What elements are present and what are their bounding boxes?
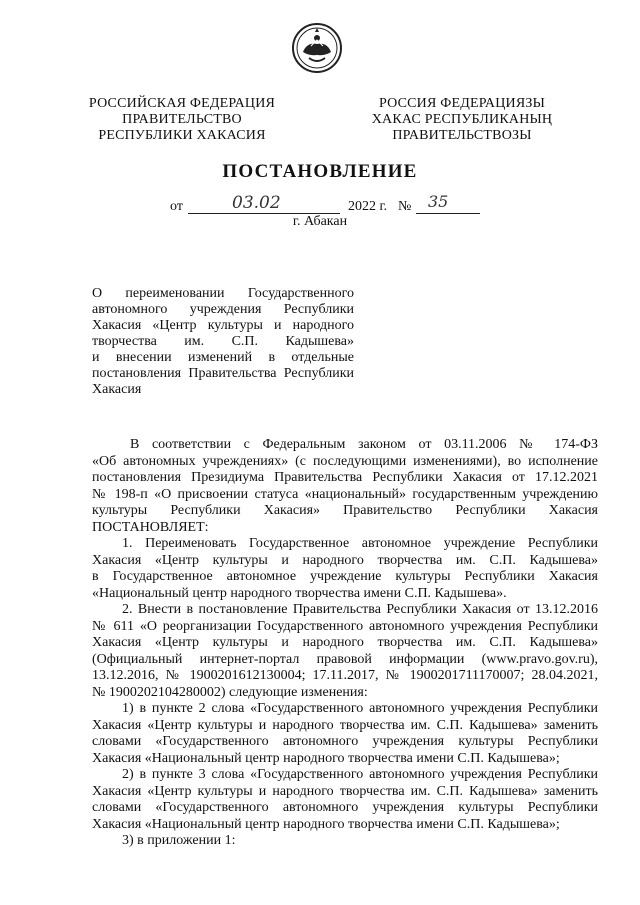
document-body: [92, 437, 598, 850]
header-left-russian: [82, 96, 282, 144]
body-line: 1) в пункте 2 слова «Государственного автономного учреждения Республики: [122, 701, 598, 716]
body-line: Хакасия «Центр культуры и народного творчества им. С.П. Кадышева» заменить: [92, 783, 598, 799]
body-line: Хакасия «Национальный центр народного творчества имени С.П. Кадышева»;: [92, 816, 560, 832]
body-line: (Официальный интернет-портал правовой информации (www.pravo.gov.ru),: [92, 651, 598, 667]
number-sign: №: [398, 199, 412, 214]
year-label: 2022 г.: [348, 199, 388, 214]
body-line: Хакасия «Национальный центр народного творчества имени С.П. Кадышева»;: [92, 750, 560, 766]
header-left-line: РЕСПУБЛИКИ ХАКАСИЯ: [98, 128, 266, 143]
body-line: в Государственное автономное учреждение культуры Республики Хакасия: [92, 569, 598, 584]
subject-line: О переименовании Государственного: [92, 286, 354, 301]
header-left-line: РОССИЙСКАЯ ФЕДЕРАЦИЯ: [88, 96, 276, 111]
body-line: 2. Внести в постановление Правительства Республики Хакасия от 13.12.2016: [122, 602, 598, 617]
number-handwritten: 35: [428, 192, 449, 211]
date-prefix: от: [170, 199, 183, 214]
body-line: 3) в приложении 1:: [122, 833, 236, 848]
body-line: № 1900202104280002) следующие изменения:: [92, 684, 368, 700]
subject-line: и внесении изменений в отдельные: [92, 350, 354, 365]
subject-line: постановления Правительства Республики: [92, 366, 354, 381]
body-line: словами «Государственного автономного учреждения культуры Республики: [92, 800, 598, 815]
header-right-khakas: [362, 96, 562, 144]
body-line: № 611 «О реорганизации Государственного автономного учреждения Республики: [92, 618, 598, 634]
body-line: культуры Республики Хакасия» Правительство Республики Хакасия: [92, 503, 598, 518]
subject-line: Хакасия «Центр культуры и народного: [92, 318, 354, 333]
body-line: словами «Государственного автономного учреждения культуры Республики: [92, 734, 598, 749]
body-line: «Национальный центр народного творчества имени С.П. Кадышева».: [92, 585, 507, 601]
body-line: «Об автономных учреждениях» (с последующими изменениями), во исполнение: [92, 453, 598, 469]
body-line: Хакасия «Центр культуры и народного творчества им. С.П. Кадышева»: [92, 635, 598, 650]
body-line: 1. Переименовать Государственное автономное учреждение Республики: [122, 536, 598, 551]
subject-line: Хакасия: [92, 382, 142, 397]
document-title: ПОСТАНОВЛЕНИЕ: [222, 161, 418, 182]
body-line: постановления Президиума Правительства Республики Хакасия от 17.12.2021: [92, 470, 598, 485]
document-subject: [92, 286, 354, 398]
header-right-line: РОССИЯ ФЕДЕРАЦИЯЗЫ: [378, 96, 546, 111]
header-left-line: ПРАВИТЕЛЬСТВО: [122, 112, 242, 127]
subject-line: автономного учреждения Республики: [92, 302, 354, 317]
header-right-line: ХАКАС РЕСПУБЛИКАНЫҢ: [371, 112, 553, 127]
header-right-line: ПРАВИТЕЛЬСТВОЗЫ: [392, 128, 532, 143]
body-line: Хакасия «Центр культуры и народного творчества им. С.П. Кадышева» заменить: [92, 717, 598, 733]
coat-of-arms-emblem-icon: [291, 22, 343, 74]
date-handwritten: 03.02: [232, 193, 281, 213]
body-line: 2) в пункте 3 слова «Государственного автономного учреждения Республики: [122, 767, 598, 782]
subject-line: творчества им. С.П. Кадышева»: [92, 334, 354, 349]
city-label: г. Абакан: [292, 214, 348, 229]
body-line: Хакасия «Центр культуры и народного творчества им. С.П. Кадышева»: [92, 552, 598, 568]
body-line: 13.12.2016, № 1900201612130004; 17.11.2017, № 1900201711170007; 28.04.2021,: [92, 668, 598, 683]
body-line: № 198-п «О присвоении статуса «национальный» государственным учреждению: [92, 486, 598, 502]
body-line: ПОСТАНОВЛЯЕТ:: [92, 519, 209, 535]
body-line: В соответствии с Федеральным законом от 03.11.2006 № 174-ФЗ: [130, 437, 598, 452]
